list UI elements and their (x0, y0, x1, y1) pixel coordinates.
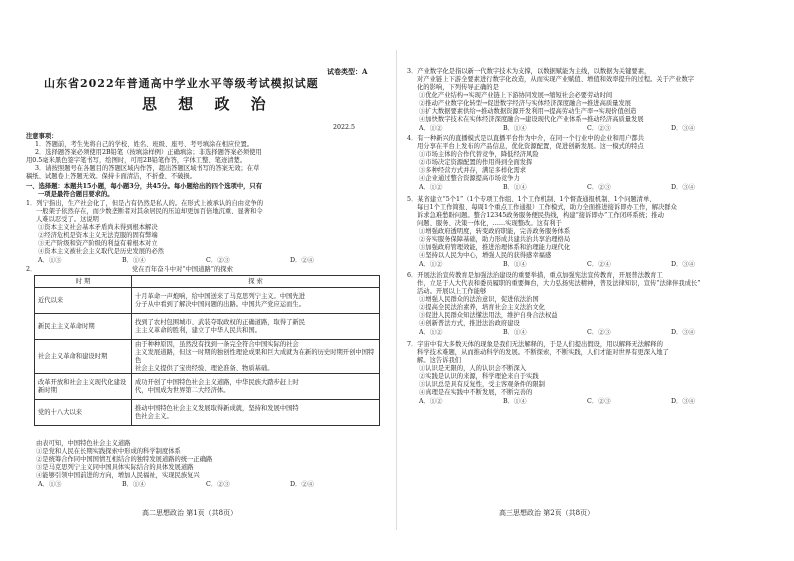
q6-choice-b: B．①④ (503, 329, 527, 336)
q5-choice-d: D．③④ (671, 261, 695, 268)
q3-choice-d: D．③④ (671, 125, 695, 132)
q2-number: 2． (26, 266, 37, 273)
q1-choice-a: A．①③ (38, 257, 62, 264)
q4-choice-a: A．①② (419, 184, 443, 191)
q6-option: ②提高全民法治素养，培育社会主义法治文化 (419, 304, 545, 311)
note-line: 稿纸、试题卷上答题无效。保持卡面清洁，不折叠、不破损。 (26, 173, 197, 180)
q2-choice-a: A．①③ (38, 481, 62, 488)
explore-line: 由于种种原因，虽然没有找到一条完全符合中国实际的社会 (135, 340, 299, 348)
q7-stem: 7．宇宙中有大多数天体的现象是我们无法解释的，于是人们提出假设，用以解释无法解释的 (407, 341, 663, 348)
explore-cell (132, 340, 380, 374)
q2-choice-b: B．①④ (122, 481, 146, 488)
table-row (35, 314, 380, 340)
q4-option: ③多种经营方式并存，满足多样化需求 (419, 167, 527, 174)
exam-date: 2022.5 (333, 124, 356, 131)
q2-option: ④能够引领中国前进的方向，增加人民福祉，实现民族复兴 (36, 472, 200, 479)
q1-stem: 一般架子依然存在，而少数垄断者对其余居民的压迫却更加百倍地沉重、显著和令 (36, 208, 263, 215)
q7-choice-c: C．②③ (587, 398, 611, 405)
q3-stem: 3．产业数字化是指以新一代数字技术为支撑，以数据赋能为主线，以数据为关键要素， (407, 68, 651, 75)
q2-table-title: 党在百年奋斗中对“中国道路”的探索 (132, 266, 233, 273)
table-row (35, 400, 380, 426)
q3-choice-b: B．①④ (503, 125, 527, 132)
explore-line: 推动中国特色社会主义发展取得新成就，坚持和发展中国特 (135, 404, 299, 412)
q2-choice-c: C．②③ (206, 481, 230, 488)
q5-stem: 5．某省建立“5个1”（1个专项工作组、1个工作机制、1个督查通报机制、1个问题清单、 (407, 196, 656, 203)
explore-cell (132, 314, 380, 340)
explore-line: 成功开创了中国特色社会主义道路，中华民族大踏步赶上时 (135, 378, 299, 386)
q3-option: ④加快数字技术在实体经济深度融合→建设现代化产业体系→推动经济高质量发展 (419, 116, 644, 123)
q3-stem: 对产业链上下游全要素进行数字化改造，从而实现产业赋值、增值和效率提升的过程。关于产业数字 (417, 76, 695, 83)
period-cell: 社会主义革命和建设时期 (35, 340, 132, 374)
q5-choice-a: A．①② (419, 261, 443, 268)
column-header-explore: 探 索 (132, 276, 380, 288)
q6-stem: 活动。开展以上工作能够 (417, 288, 487, 295)
explore-cell (132, 400, 380, 426)
q1-choice-b: B．①④ (122, 257, 146, 264)
q7-choice-a: A．①② (419, 398, 443, 405)
q7-option: ②实践是认识的来源，科学理论来自于实践 (419, 373, 539, 380)
q1-option: ③无产阶级和资产阶级的利益有着根本对立 (38, 240, 158, 247)
q3-option: ③扩大数据要素供给→推动数据资源开发利用→提高劳动生产率→实现价值创造 (419, 108, 637, 115)
period-cell: 近代以来 (35, 288, 132, 314)
explore-line: 十月革命一声炮响，给中国送来了马克思列宁主义。中国先进 (135, 292, 306, 300)
table-header-row (35, 276, 380, 288)
q1-stem: 1．列宁指出，生产社会化了，但是占有仍然是私人的。在形式上被承认的自由竞争的 (26, 200, 263, 207)
explore-line: 主义发展道路，但这一时期的独创性理论成果和巨大成就为在新的历史时期开创中国特色 (135, 348, 375, 364)
q4-choice-b: B．①④ (503, 184, 527, 191)
table-row (35, 374, 380, 400)
q7-choice-b: B．①④ (503, 398, 527, 405)
q3-option: ②推动产业数字化转型→促进数字经济与实体经济深度融合→推进高质量发展 (419, 100, 632, 107)
q6-stem: 6．开展法治宣传教育是加强法治建设的重要举措，重点加强宪法宣传教育，开展普法教育工 (407, 272, 663, 279)
section1-line2: 一项是最符合题目要求的。 (38, 191, 114, 198)
explore-line: 色社会主义。 (135, 412, 173, 420)
q4-choice-c: C．②③ (587, 184, 611, 191)
q6-option: ①增强人民群众的法治意识，促进依法治国 (419, 296, 539, 303)
note-line: 2．选择题答案必须使用2B铅笔（按填涂样例）正确填涂；非选择题答案必须使用 (35, 149, 262, 156)
q6-choice-d: D．③④ (671, 329, 695, 336)
q3-stem: 化的影响，下列传导正确的是 (417, 84, 499, 91)
q5-option: ②夯实服务保障基础，助力形成共建共治共享治理格局 (419, 236, 571, 243)
table-row (35, 288, 380, 314)
note-line: 3．请按照题号在各题目的答题区域内作答，超出答题区域书写的答案无效；在草 (35, 165, 260, 172)
q6-stem: 作，立足于人大代表和委员履职的重要舞台，大力弘扬宪法精神，普及法律知识，宣传“法律伴我成长” (417, 280, 701, 287)
q5-option: ③加强政府管理效能，推进治理体系和治理能力现代化 (419, 244, 571, 251)
q7-option: ①认识是无限的，人的认识会不断深入 (419, 365, 527, 372)
q1-option: ④资本主义被社会主义取代是历史发展的必然 (38, 248, 164, 255)
q4-option: ①市场主体的合作代替竞争，降低经济风险 (419, 151, 539, 158)
q2-option: ③是马克思列宁主义同中国具体实际结合的具体发展道路 (36, 464, 194, 471)
q5-option: ①增强政府透明度，转变政府职能，完善政务服务体系 (419, 228, 571, 235)
q6-option: ④创新普法方式，推进法治政府建设 (419, 320, 520, 327)
table-row (35, 340, 380, 374)
explore-line: 代，中国成为世界第二大经济体。 (135, 386, 230, 394)
q1-stem: 人难以忍受了。这说明 (36, 216, 99, 223)
explore-cell (132, 374, 380, 400)
q5-choice-c: C．②④ (587, 261, 611, 268)
q5-stem: 每日1个工作简报、每周1个重点工作通报）工作模式，助力全面推进接诉即办工作，解决群众 (417, 204, 677, 211)
paper-type: 试卷类型：A (327, 67, 368, 76)
q2-option: ①是党和人民在长期实践探索中形成的科学制度体系 (36, 448, 181, 455)
period-cell: 党的十八大以来 (35, 400, 132, 426)
explore-line: 分子从中看到了解决中国问题的出路。中国共产党应运而生。 (135, 300, 306, 308)
q1-option: ②经济危机是资本主义无法克服的固有弊端 (38, 232, 158, 239)
q3-option: ①优化产业结构→实现产业链上下游协同发展→缩短社会必要劳动时间 (419, 92, 613, 99)
q4-stem: 4．有一种新兴的直播模式是以直播平台作为中介，在同一个行业中的企业和用户都共 (407, 135, 644, 142)
q2-table (34, 275, 380, 426)
explore-line: 主主义革命的胜利，建立了中华人民共和国。 (135, 326, 261, 334)
q7-option: ③认识总是具有反复性，受主客观条件的限制 (419, 381, 545, 388)
page-right (397, 0, 794, 561)
q7-stem: 解。这告诉我们 (417, 357, 462, 364)
q1-choice-c: C．②③ (206, 257, 230, 264)
q5-stem: 诉求急难愁盼问题。整合12345政务服务便民热线，构建“接诉即办”工作闭环系统；推动 (417, 212, 664, 219)
notes-heading: 注意事项： (26, 133, 58, 140)
period-cell: 改革开放和社会主义现代化建设新时期 (35, 374, 132, 400)
q6-choice-a: A．①② (419, 329, 443, 336)
q1-choice-d: D．②④ (290, 257, 314, 264)
explore-cell (132, 288, 380, 314)
q2-option: ②是统筹合作同中国国情互相结合的独特发展道路的统一正确路 (36, 456, 213, 463)
q3-choice-c: C．②③ (587, 125, 611, 132)
q2-stem: 由表可知，中国特色社会主义道路 (36, 440, 131, 447)
q3-choice-a: A．①② (419, 125, 443, 132)
column-header-period: 时 期 (35, 276, 132, 288)
explore-line: 社会主义提供了宝贵经验、理论准备、物质基础。 (135, 364, 274, 372)
q4-option: ②市场决定资源配置的作用得到全面发挥 (419, 159, 533, 166)
note-line: 1．答题前，考生先将自己的学校、姓名、班级、座号、考号填涂在相应位置。 (35, 141, 254, 148)
q5-stem: 问题、服务、决策一体化，……实现整改。这有利于 (417, 220, 562, 227)
q6-choice-c: C．②③ (587, 329, 611, 336)
section1-line1: 一、选择题：本题共15小题，每小题3分，共45分。每小题给出的四个选项中，只有 (26, 183, 263, 190)
q5-option: ④坚持以人民为中心，增强人民的获得感幸福感 (419, 252, 552, 259)
q6-option: ③促进人民群众知法懂法用法，维护自身合法权益 (419, 312, 558, 319)
q7-stem: 科学技术难题，从而推动科学的发展。不断探索，不断实践，人们才能对世界有更深入地了 (417, 349, 669, 356)
exam-title: 山东省2022年普通高中学业水平等级考试模拟试题 (44, 77, 319, 90)
q2-choice-d: D．②④ (290, 481, 314, 488)
q5-choice-b: B．①④ (503, 261, 527, 268)
q7-option: ④真理是在实践中不断发展，不断完善的 (419, 389, 533, 396)
q1-option: ①资本主义社会基本矛盾尚未得到根本解决 (38, 224, 158, 231)
q4-option: ④企业通过整合资源提高市场竞争力 (419, 175, 520, 182)
note-line: 用0.5毫米黑色签字笔书写，绘图时，可用2B铅笔作答，字体工整、笔迹清楚。 (26, 157, 247, 164)
q7-choice-d: D．③④ (671, 398, 695, 405)
subject-title: 思 想 政 治 (142, 95, 274, 113)
footer-left: 高二思想政治 第1页（共8页） (142, 509, 238, 517)
explore-line: 找到了农村包围城市、武装夺取政权的正确道路，取得了新民 (135, 318, 306, 326)
footer-right: 高三思想政治 第2页（共8页） (499, 509, 595, 517)
q4-stem: 用分享在平台上发布的产品信息，优化资源配置，促进创新发展。这一模式的特点 (417, 143, 644, 150)
q4-choice-d: D．③④ (671, 184, 695, 191)
period-cell: 新民主主义革命时期 (35, 314, 132, 340)
